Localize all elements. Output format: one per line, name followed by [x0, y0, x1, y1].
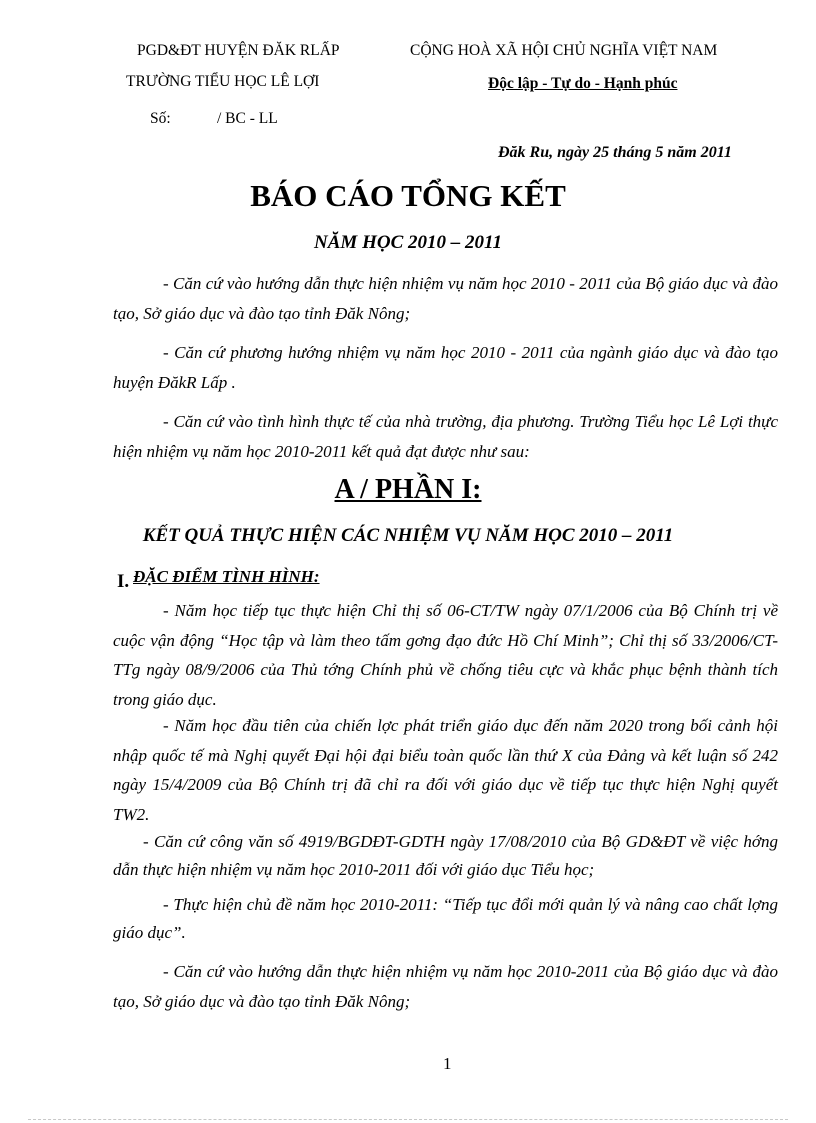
- agency-name: PGD&ĐT HUYỆN ĐĂK RLẤP: [137, 42, 340, 59]
- body-paragraph-5: - Căn cứ vào hướng dẫn thực hiện nhiệm vụ năm học 2010-2011 của Bộ giáo dục và đào tạo, Sở giáo dục và đào tạo tỉnh Đăk Nông;: [113, 962, 778, 1011]
- intro-paragraph-2: - Căn cứ phương hướng nhiệm vụ năm học 2010 - 2011 của ngành giáo dục và đào tạo huyện ĐăkR Lấp .: [113, 343, 778, 392]
- body-paragraph-3: - Căn cứ công văn số 4919/BGDĐT-GDTH ngày 17/08/2010 của Bộ GD&ĐT về việc hớng dẫn thực hiện nhiệm vụ năm học 2010-2011 đối với giáo dục Tiểu học;: [113, 832, 778, 879]
- national-motto: Độc lập - Tự do - Hạnh phúc: [488, 75, 678, 92]
- page-number: 1: [443, 1054, 452, 1073]
- document-number-label: Số:: [150, 110, 171, 127]
- report-subtitle: NĂM HỌC 2010 – 2011: [314, 232, 502, 253]
- page-bottom-divider: [28, 1119, 788, 1120]
- section-number: I.: [117, 571, 130, 592]
- intro-paragraph-3: - Căn cứ vào tình hình thực tế của nhà trường, địa phương. Trường Tiểu học Lê Lợi thực hiện nhiệm vụ năm học 2010-2011 kết quả đạt được như sau:: [113, 412, 778, 461]
- report-title: BÁO CÁO TỔNG KẾT: [250, 178, 566, 213]
- body-paragraph-4: - Thực hiện chủ đề năm học 2010-2011: “Tiếp tục đổi mới quản lý và nâng cao chất lợng giáo dục”.: [113, 895, 778, 942]
- school-name: TRƯỜNG TIỂU HỌC LÊ LỢI: [126, 73, 320, 90]
- document-date: Đăk Ru, ngày 25 tháng 5 năm 2011: [498, 144, 732, 161]
- body-paragraph-1: - Năm học tiếp tục thực hiện Chỉ thị số 06-CT/TW ngày 07/1/2006 của Bộ Chính trị về cuộc vận động “Học tập và làm theo tấm gơng đạo đức Hồ Chí Minh”; Chỉ thị số 33/2006/CT-TTg ngày 08/9/2006 của Thủ tớng Chính phủ về chống tiêu cực và khắc phục bệnh thành tích trong giáo dục.: [113, 601, 778, 709]
- section-heading: ĐẶC ĐIỂM TÌNH HÌNH:: [133, 567, 320, 586]
- national-title: CỘNG HOÀ XÃ HỘI CHỦ NGHĨA VIỆT NAM: [410, 42, 718, 59]
- intro-paragraph-1: - Căn cứ vào hướng dẫn thực hiện nhiệm vụ năm học 2010 - 2011 của Bộ giáo dục và đào tạo, Sở giáo dục và đào tạo tỉnh Đăk Nông;: [113, 274, 778, 323]
- body-paragraph-2: - Năm học đầu tiên của chiến lợc phát triển giáo dục đến năm 2020 trong bối cảnh hội nhập quốc tế mà Nghị quyết Đại hội đại biểu toàn quốc lần thứ X của Đảng và kết luận số 242 ngày 15/4/2009 của Bộ Chính trị đã chỉ ra đối với giáo dục về tiếp tục thực hiện Nghị quyết TW2.: [113, 716, 778, 824]
- document-number-code: / BC - LL: [217, 110, 278, 127]
- part-heading: A / PHẦN I:: [334, 474, 482, 505]
- part-subheading: KẾT QUẢ THỰC HIỆN CÁC NHIỆM VỤ NĂM HỌC 2010 – 2011: [142, 525, 674, 546]
